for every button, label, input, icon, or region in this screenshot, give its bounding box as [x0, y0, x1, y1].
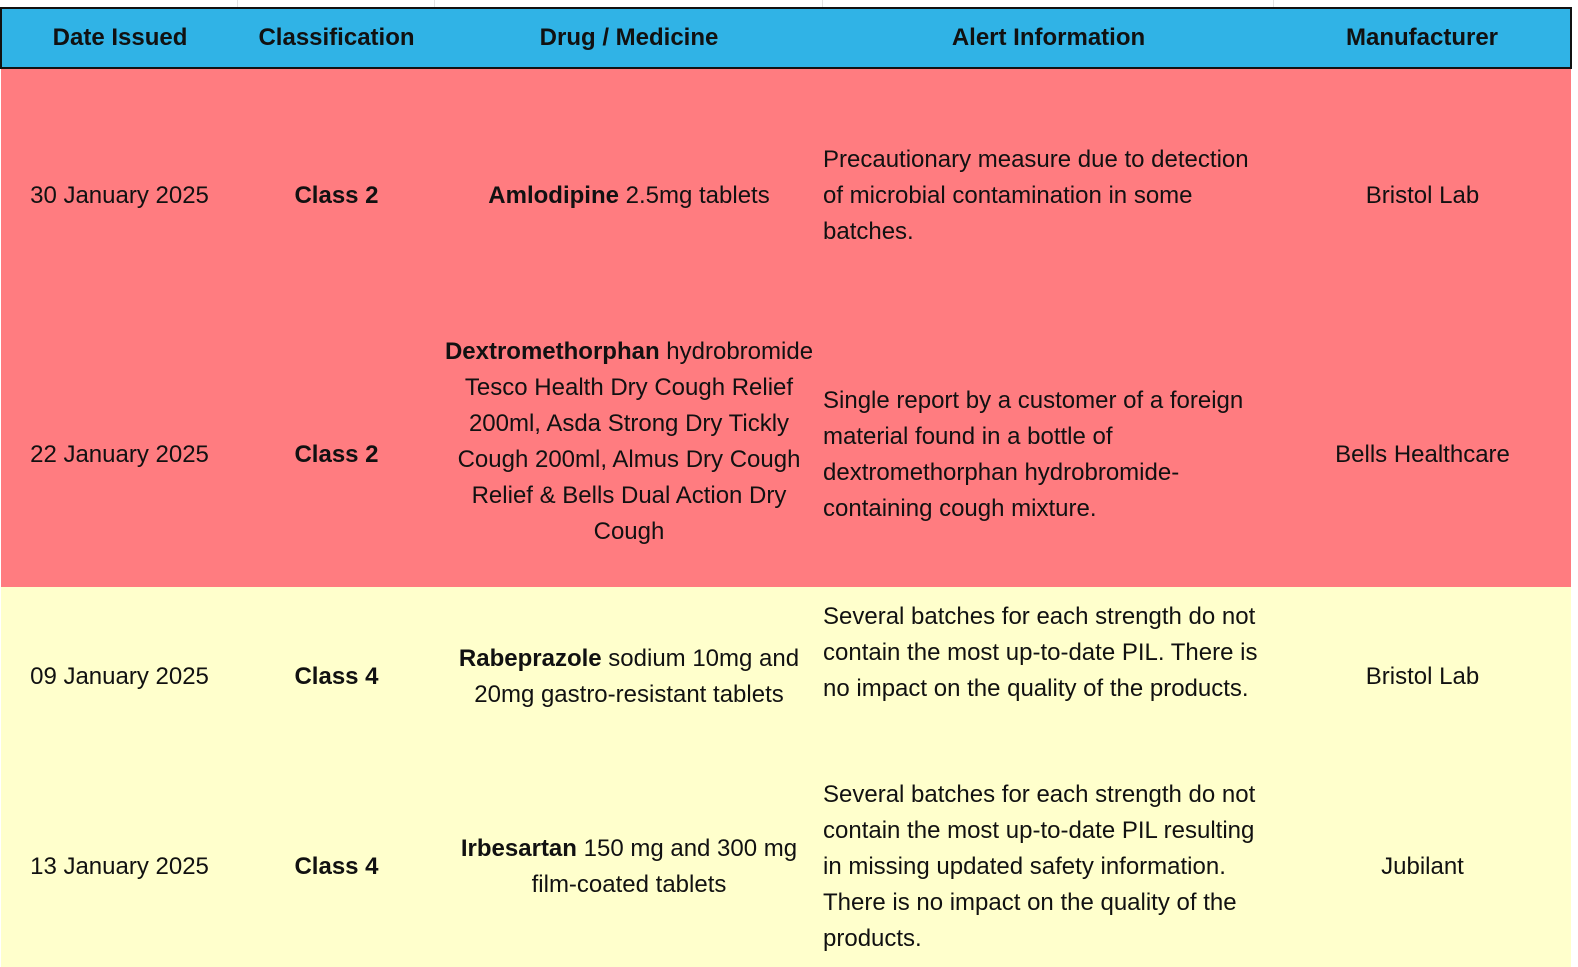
drug-name: Amlodipine [488, 181, 619, 209]
drug-cell [435, 322, 823, 587]
drug-name: Irbesartan [460, 835, 577, 862]
table-row [1, 767, 1571, 967]
classification-cell: Class 2 [238, 68, 435, 322]
table-row [1, 322, 1571, 587]
drug-detail: sodium 10mg and 20mg gastro-resistant tablets [474, 645, 800, 708]
column-header-drug-medicine: Drug / Medicine [435, 8, 823, 68]
header-row [1, 8, 1571, 68]
manufacturer-cell: Bells Healthcare [1274, 322, 1571, 587]
drug-cell [435, 767, 823, 967]
drug-detail: 150 mg and 300 mg film-coated tablets [531, 835, 798, 898]
column-header-classification: Classification [238, 8, 435, 68]
date-issued-cell: 09 January 2025 [1, 587, 238, 767]
drug-detail: 2.5mg tablets [625, 181, 770, 209]
drug-cell [435, 68, 823, 322]
drug-name: Rabeprazole [458, 645, 602, 672]
classification-cell: Class 4 [238, 767, 435, 967]
classification-cell: Class 2 [238, 322, 435, 587]
manufacturer-cell: Bristol Lab [1274, 68, 1571, 322]
alert-information-cell: Single report by a customer of a foreign material found in a bottle of dextromethorphan hydrobromide-containing cough mixture. [823, 322, 1274, 587]
date-issued-cell: 30 January 2025 [1, 68, 238, 322]
drug-detail: hydrobromide Tesco Health Dry Cough Relief 200ml, Asda Strong Dry Tickly Cough 200ml, Almus Dry Cough Relief & Bells Dual Action Dry Cough [457, 338, 814, 545]
drug-name: Dextromethorphan [444, 338, 660, 365]
alert-information-cell: Several batches for each strength do not contain the most up-to-date PIL resulting in missing updated safety information. There is no impact on the quality of the products. [823, 767, 1274, 967]
column-header-manufacturer: Manufacturer [1274, 8, 1571, 68]
manufacturer-cell: Jubilant [1274, 767, 1571, 967]
alert-information-cell: Several batches for each strength do not contain the most up-to-date PIL. There is no impact on the quality of the products. [823, 587, 1274, 767]
manufacturer-cell: Bristol Lab [1274, 587, 1571, 767]
drug-alerts-table [0, 7, 1572, 967]
column-header-date-issued: Date Issued [1, 8, 238, 68]
drug-cell [435, 587, 823, 767]
table-row [1, 587, 1571, 767]
alert-information-cell: Precautionary measure due to detection of microbial contamination in some batches. [823, 68, 1274, 322]
table-row [1, 68, 1571, 322]
column-header-alert-information: Alert Information [823, 8, 1274, 68]
date-issued-cell: 22 January 2025 [1, 322, 238, 587]
classification-cell: Class 4 [238, 587, 435, 767]
date-issued-cell: 13 January 2025 [1, 767, 238, 967]
